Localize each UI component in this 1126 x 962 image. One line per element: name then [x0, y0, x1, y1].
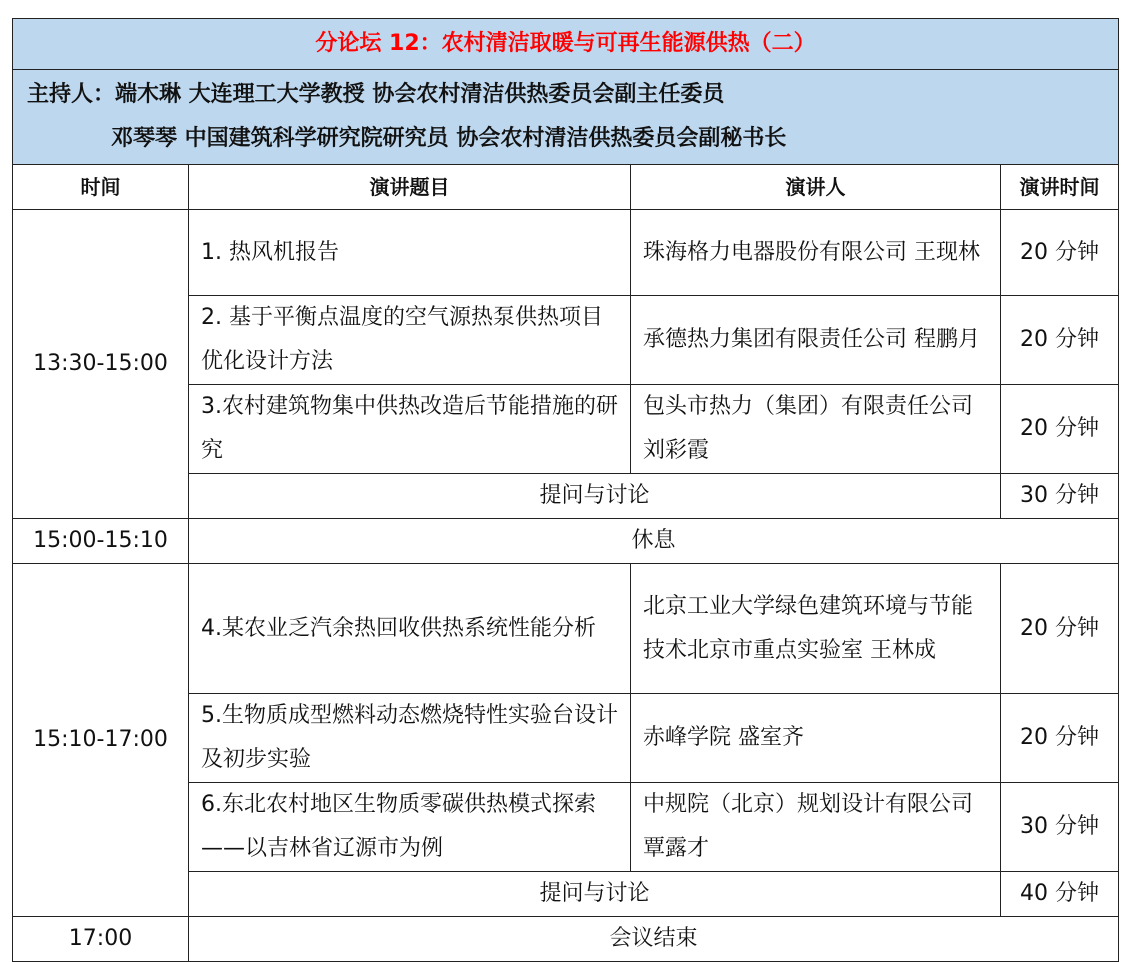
hosts-row: [13, 70, 1119, 165]
talk-topic: 6.东北农村地区生物质零碳供热模式探索——以吉林省辽源市为例: [189, 783, 631, 872]
talk-speaker: 承德热力集团有限责任公司 程鹏月: [631, 296, 1001, 385]
end-row: [13, 917, 1119, 962]
talk-speaker: 珠海格力电器股份有限公司 王现林: [631, 210, 1001, 296]
break-row: [13, 519, 1119, 564]
end-time: 17:00: [13, 917, 189, 962]
header-speaker: 演讲人: [631, 165, 1001, 210]
host-line-2: 邓琴琴 中国建筑科学研究院研究员 协会农村清洁供热委员会副秘书长: [111, 126, 787, 151]
discussion-duration: 30 分钟: [1001, 474, 1119, 519]
talk-topic: 5.生物质成型燃料动态燃烧特性实验台设计及初步实验: [189, 694, 631, 783]
header-topic: 演讲题目: [189, 165, 631, 210]
talk-duration: 30 分钟: [1001, 783, 1119, 872]
hosts-cell: [13, 70, 1119, 165]
talk-speaker: 包头市热力（集团）有限责任公司 刘彩霞: [631, 385, 1001, 474]
session1-time: 13:30-15:00: [13, 210, 189, 519]
talk-topic: 3.农村建筑物集中供热改造后节能措施的研究: [189, 385, 631, 474]
discussion-duration: 40 分钟: [1001, 872, 1119, 917]
talk-topic: 1. 热风机报告: [189, 210, 631, 296]
agenda-table: [12, 18, 1119, 962]
talk-duration: 20 分钟: [1001, 385, 1119, 474]
table-row: [13, 210, 1119, 296]
discussion-label: 提问与讨论: [189, 474, 1001, 519]
talk-speaker: 北京工业大学绿色建筑环境与节能技术北京市重点实验室 王林成: [631, 564, 1001, 694]
title-row: [13, 19, 1119, 70]
session2-time: 15:10-17:00: [13, 564, 189, 917]
talk-speaker: 中规院（北京）规划设计有限公司 覃露才: [631, 783, 1001, 872]
forum-title: 分论坛 12：农村清洁取暖与可再生能源供热（二）: [13, 19, 1119, 70]
host-line-1: 主持人：端木琳 大连理工大学教授 协会农村清洁供热委员会副主任委员: [27, 82, 725, 107]
discussion-label: 提问与讨论: [189, 872, 1001, 917]
talk-speaker: 赤峰学院 盛室齐: [631, 694, 1001, 783]
header-row: [13, 165, 1119, 210]
talk-duration: 20 分钟: [1001, 210, 1119, 296]
break-time: 15:00-15:10: [13, 519, 189, 564]
talk-topic: 4.某农业乏汽余热回收供热系统性能分析: [189, 564, 631, 694]
talk-duration: 20 分钟: [1001, 564, 1119, 694]
header-duration: 演讲时间: [1001, 165, 1119, 210]
talk-topic: 2. 基于平衡点温度的空气源热泵供热项目优化设计方法: [189, 296, 631, 385]
talk-duration: 20 分钟: [1001, 694, 1119, 783]
table-row: [13, 564, 1119, 694]
break-label: 休息: [189, 519, 1119, 564]
header-time: 时间: [13, 165, 189, 210]
end-label: 会议结束: [189, 917, 1119, 962]
talk-duration: 20 分钟: [1001, 296, 1119, 385]
